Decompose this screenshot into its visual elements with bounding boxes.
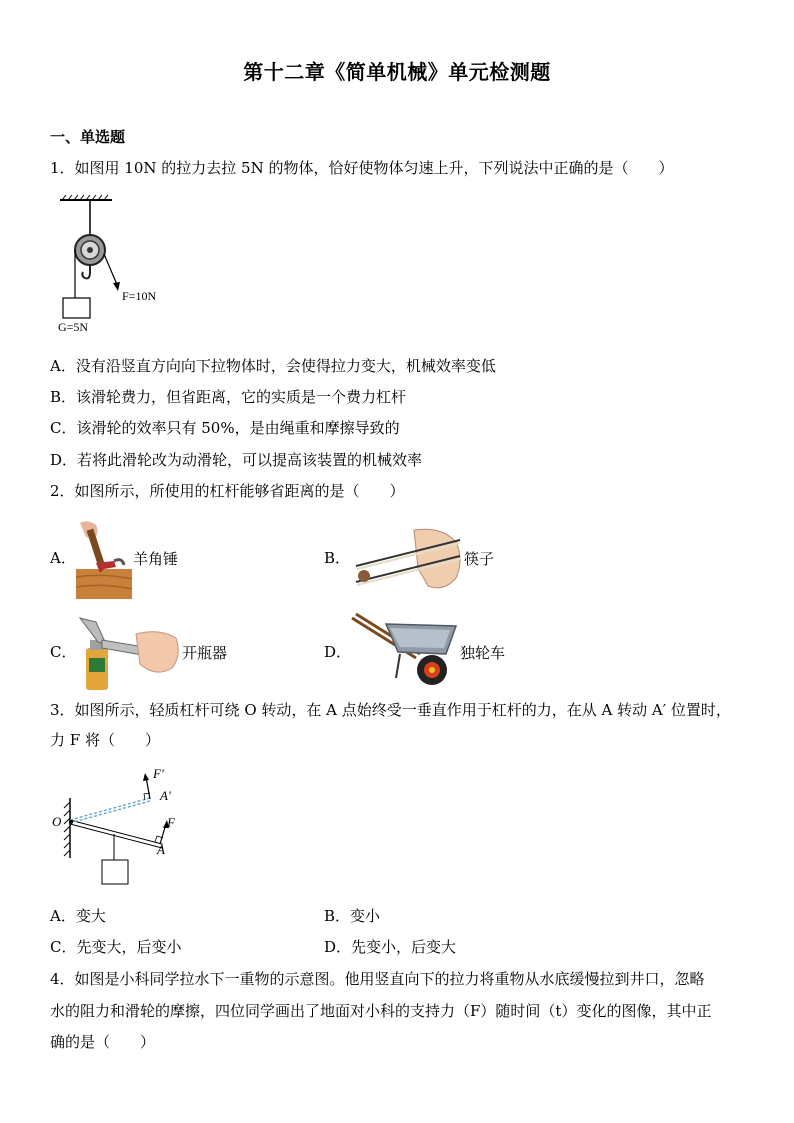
- q1-option-b[interactable]: B．该滑轮费力，但省距离，它的实质是一个费力杠杆: [50, 388, 407, 406]
- question-3-line1: 3．如图所示，轻质杠杆可绕 O 转动，在 A 点始终受一垂直作用于杠杆的力，在从 A 转动 A′ 位置时，: [50, 701, 731, 719]
- q2-option-b-label: 筷子: [464, 550, 495, 568]
- q3-option-d[interactable]: D．先变小，后变大: [324, 938, 457, 956]
- question-4-line3: 确的是（ ）: [50, 1033, 156, 1051]
- wheelbarrow-image: [350, 612, 460, 690]
- q1-weight-label: G=5N: [58, 320, 89, 334]
- q3-option-c[interactable]: C．先变大，后变小: [50, 938, 182, 956]
- q2-option-c-letter[interactable]: C．: [50, 643, 77, 661]
- q3-force-f-prime-label: F′: [153, 766, 164, 781]
- claw-hammer-image: [74, 517, 134, 601]
- q2-option-b-letter[interactable]: B．: [324, 549, 351, 567]
- q2-option-a-letter[interactable]: A．: [50, 549, 76, 567]
- page-title: 第十二章《简单机械》单元检测题: [243, 60, 551, 84]
- q1-option-d[interactable]: D．若将此滑轮改为动滑轮，可以提高该装置的机械效率: [50, 451, 423, 469]
- question-4-line2: 水的阻力和滑轮的摩擦，四位同学画出了地面对小科的支持力（F）随时间（t）变化的图像，其中正: [50, 1002, 712, 1020]
- question-3-line2: 力 F 将（ ）: [50, 731, 160, 749]
- q3-force-f-label: F: [167, 815, 175, 830]
- q3-point-a-label: A: [157, 842, 165, 857]
- chopsticks-image: [352, 526, 464, 596]
- q3-pivot-o-label: O: [52, 814, 62, 829]
- question-4-line1: 4．如图是小科同学拉水下一重物的示意图。他用竖直向下的拉力将重物从水底缓慢拉到井口，忽略: [50, 970, 705, 988]
- q1-force-label: F=10N: [122, 289, 157, 303]
- q3-point-a-prime-label: A′: [160, 788, 171, 803]
- q2-option-c-label: 开瓶器: [182, 644, 228, 662]
- question-2-text: 2．如图所示，所使用的杠杆能够省距离的是（ ）: [50, 482, 405, 500]
- q1-option-c[interactable]: C．该滑轮的效率只有 50%，是由绳重和摩擦导致的: [50, 419, 400, 437]
- section-heading: 一、单选题: [50, 128, 126, 146]
- q1-option-a[interactable]: A．没有沿竖直方向向下拉物体时，会使得拉力变大，机械效率变低: [50, 357, 496, 375]
- q2-option-d-label: 独轮车: [460, 644, 506, 662]
- q3-option-b[interactable]: B．变小: [324, 907, 381, 925]
- bottle-opener-image: [76, 614, 182, 690]
- q2-option-a-label: 羊角锤: [133, 550, 179, 568]
- q2-option-d-letter[interactable]: D．: [324, 643, 352, 661]
- question-1-text: 1．如图用 10N 的拉力去拉 5N 的物体，恰好使物体匀速上升，下列说法中正确的是（ ）: [50, 159, 674, 177]
- q3-option-a[interactable]: A．变大: [50, 907, 106, 925]
